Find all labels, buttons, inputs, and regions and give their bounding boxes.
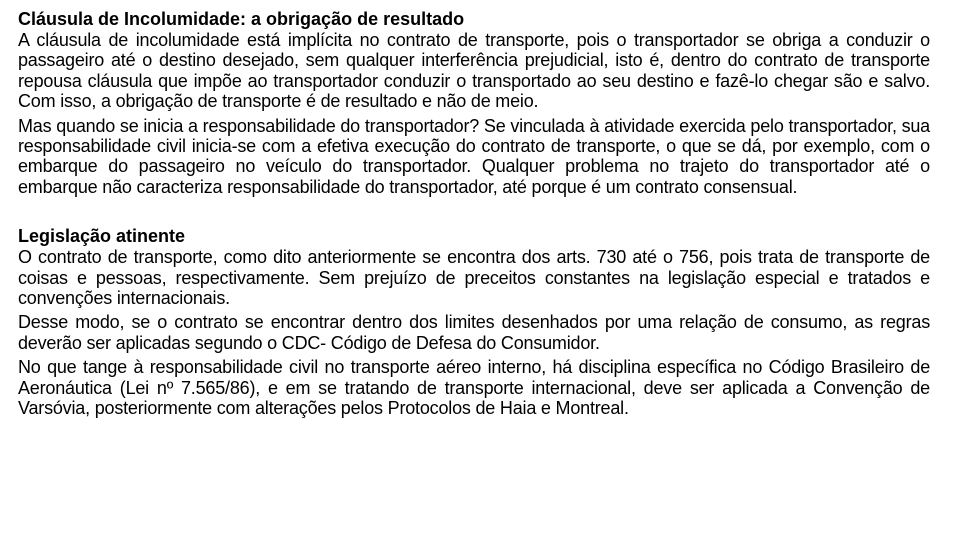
paragraph: O contrato de transporte, como dito anteriormente se encontra dos arts. 730 até o 756, pois trata de transporte de coisas e pessoas, respectivamente. Sem prejuízo de preceitos constantes na legislação especial e tratados e convenções internacionais. bbox=[18, 247, 930, 309]
section-clausula-incolumidade bbox=[18, 8, 930, 197]
section-legislacao-atinente bbox=[18, 225, 930, 418]
section-heading: Cláusula de Incolumidade: a obrigação de resultado bbox=[18, 9, 465, 29]
paragraph: Mas quando se inicia a responsabilidade do transportador? Se vinculada à atividade exercida pelo transportador, sua responsabilidade civil inicia-se com a efetiva execução do contrato de transporte, o que se dá, por exemplo, com o embarque do passageiro no veículo do transportador. Qualquer problema no trajeto do transportador até o embarque não caracteriza responsabilidade do transportador, até porque é um contrato consensual. bbox=[18, 115, 930, 197]
paragraph: Desse modo, se o contrato se encontrar dentro dos limites desenhados por uma relação de consumo, as regras deverão ser aplicadas segundo o CDC- Código de Defesa do Consumidor. bbox=[18, 312, 930, 353]
slide-content bbox=[18, 8, 930, 419]
paragraph: No que tange à responsabilidade civil no transporte aéreo interno, há disciplina específica no Código Brasileiro de Aeronáutica (Lei nº 7.565/86), e em se tratando de transporte internacional, deve ser aplicada a Convenção de Varsóvia, posteriormente com alterações pelos Protocolos de Haia e Montreal. bbox=[18, 357, 930, 419]
section-spacer bbox=[18, 197, 930, 225]
section-heading: Legislação atinente bbox=[18, 226, 186, 247]
paragraph: A cláusula de incolumidade está implícita no contrato de transporte, pois o transportador se obriga a conduzir o passageiro até o destino desejado, sem qualquer interferência prejudicial, isto é, dentro do contrato de transporte repousa cláusula que impõe ao transportador conduzir o transportado ao seu destino e fazê-lo chegar são e salvo. Com isso, a obrigação de transporte é de resultado e não de meio. bbox=[18, 30, 930, 112]
